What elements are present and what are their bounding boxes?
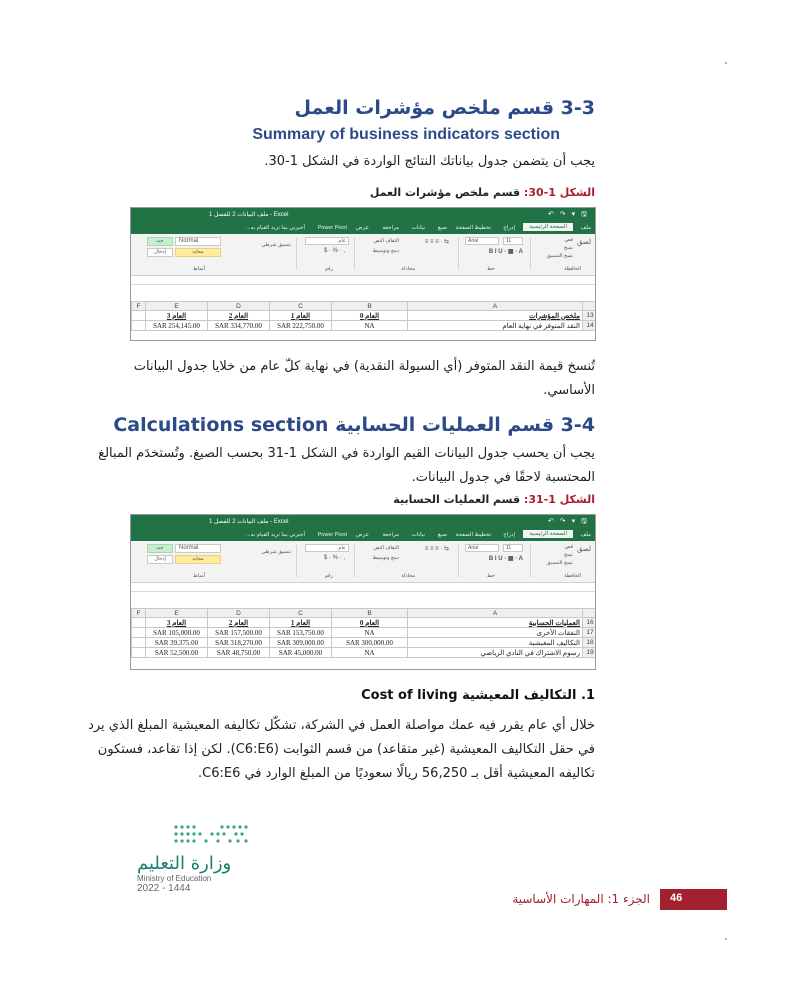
cell-b17[interactable]: NA bbox=[332, 628, 408, 638]
tab-data[interactable]: بيانات bbox=[411, 532, 425, 538]
group-number: رقم bbox=[324, 573, 333, 579]
font-name-box[interactable]: Arial bbox=[465, 544, 499, 552]
cell-b16[interactable]: العام 0 bbox=[332, 618, 408, 628]
ministry-name-arabic: وزارة التعليم bbox=[137, 853, 232, 874]
window-title: ملف البيانات 2 للفصل 1 - Excel bbox=[209, 212, 289, 218]
cell-d17[interactable]: SAR 157,500.00 bbox=[208, 628, 270, 638]
scan-dot bbox=[725, 62, 727, 64]
section-intro: يجب أن يتضمن جدول بياناتك النتائج الواردة في الشكل 1-30. bbox=[264, 154, 595, 169]
excel-window bbox=[130, 207, 596, 341]
section-title-arabic: 3-3 قسم ملخص مؤشرات العمل bbox=[294, 97, 595, 119]
copy-button[interactable]: نسخ bbox=[563, 245, 573, 251]
table-row bbox=[132, 311, 597, 321]
cut-button[interactable]: قص bbox=[564, 237, 573, 243]
cell-e16[interactable]: العام 3 bbox=[146, 618, 208, 628]
tell-me-box[interactable]: أخبرني بما تريد القيام به... bbox=[245, 532, 305, 538]
tab-insert[interactable]: إدراج bbox=[503, 532, 515, 538]
tab-view[interactable]: عرض bbox=[356, 532, 369, 538]
ribbon-tabs bbox=[131, 529, 595, 541]
cell-e13[interactable]: العام 3 bbox=[146, 311, 208, 321]
formula-bar[interactable] bbox=[131, 276, 595, 285]
cell-b18[interactable]: SAR 300,000.00 bbox=[332, 638, 408, 648]
paragraph-line: خلال أي عام يقرر فيه عمك مواصلة العمل في الشركة، تشكّل تكاليفه المعيشية المبلغ الذي يرد bbox=[88, 718, 595, 733]
font-size-box[interactable]: 11 bbox=[503, 237, 523, 245]
section-title-english: Summary of business indicators section bbox=[252, 126, 560, 143]
style-neutral[interactable]: محايد bbox=[175, 555, 221, 564]
wrap-text-button[interactable]: التفاف النص bbox=[373, 238, 399, 244]
cell-b19[interactable]: NA bbox=[332, 648, 408, 658]
paragraph-line: في حقل التكاليف المعيشية (غير متقاعد) من قسم الثوابت (C6:E6). لكن إذا تقاعد، فستكون bbox=[97, 742, 595, 757]
col-header-e[interactable]: E bbox=[146, 609, 208, 618]
style-normal[interactable]: Normal bbox=[175, 544, 221, 553]
group-styles: أنماط bbox=[193, 266, 205, 272]
cell-a18[interactable]: التكاليف المعيشية bbox=[408, 638, 583, 648]
cell-d14[interactable]: SAR 334,770.00 bbox=[208, 321, 270, 331]
font-name-box[interactable]: Arial bbox=[465, 237, 499, 245]
cell-d16[interactable]: العام 2 bbox=[208, 618, 270, 628]
figure-caption bbox=[393, 493, 595, 506]
table-row bbox=[132, 618, 597, 628]
cell-e18[interactable]: SAR 39,375.00 bbox=[146, 638, 208, 648]
tell-me-box[interactable]: أخبرني بما تريد القيام به... bbox=[245, 225, 305, 231]
row-number[interactable]: 13 bbox=[583, 311, 597, 321]
format-painter-button[interactable]: نسخ التنسيق bbox=[546, 560, 573, 566]
window-title: ملف البيانات 2 للفصل 1 - Excel bbox=[209, 519, 289, 525]
tab-home[interactable]: الصفحة الرئيسية bbox=[523, 223, 573, 231]
col-header-f[interactable]: F bbox=[132, 609, 146, 618]
ministry-name-english: Ministry of Education bbox=[137, 874, 212, 883]
excel-title-bar bbox=[131, 208, 595, 222]
table-row bbox=[132, 628, 597, 638]
group-clipboard: الحافظة bbox=[564, 573, 581, 579]
section-title-calculations: 3-4 قسم العمليات الحسابية Calculations section bbox=[113, 414, 595, 436]
cell-a13[interactable]: ملخص المؤشرات bbox=[408, 311, 583, 321]
col-header-a[interactable]: A bbox=[408, 609, 583, 618]
cell-c17[interactable]: SAR 153,750.00 bbox=[270, 628, 332, 638]
ministry-logo-icon bbox=[172, 823, 252, 847]
row-number[interactable]: 17 bbox=[583, 628, 597, 638]
col-header-b[interactable]: B bbox=[332, 609, 408, 618]
cell-d18[interactable]: SAR 318,270.00 bbox=[208, 638, 270, 648]
table-row bbox=[132, 638, 597, 648]
cut-button[interactable]: قص bbox=[564, 544, 573, 550]
tab-formulas[interactable]: صيغ bbox=[437, 532, 447, 538]
col-header-e[interactable]: E bbox=[146, 302, 208, 311]
tab-review[interactable]: مراجعة bbox=[382, 532, 399, 538]
number-format-box[interactable]: عام bbox=[305, 237, 349, 245]
figure-number: الشكل 1-31: bbox=[523, 493, 595, 506]
cell-c16[interactable]: العام 1 bbox=[270, 618, 332, 628]
paste-button[interactable]: لصق bbox=[576, 239, 591, 246]
edition-year: 2022 - 1444 bbox=[137, 883, 191, 894]
group-font: خط bbox=[487, 573, 495, 579]
cell-a14[interactable]: النقد المتوفر في نهاية العام bbox=[408, 321, 583, 331]
tab-data[interactable]: بيانات bbox=[411, 225, 425, 231]
col-header-d[interactable]: D bbox=[208, 302, 270, 311]
style-good[interactable]: جيد bbox=[147, 237, 173, 246]
formula-bar[interactable] bbox=[131, 583, 595, 592]
row-number[interactable]: 19 bbox=[583, 648, 597, 658]
paragraph-line: تكاليفه المعيشية أقل بـ 56,250 ريالًا سعوديًا من المبلغ الوارد في C6:E6. bbox=[197, 766, 595, 781]
col-header-a[interactable]: A bbox=[408, 302, 583, 311]
tab-formulas[interactable]: صيغ bbox=[437, 225, 447, 231]
copy-button[interactable]: نسخ bbox=[563, 552, 573, 558]
group-alignment: محاذاة bbox=[401, 573, 415, 579]
tab-page-layout[interactable]: تخطيط الصفحة bbox=[455, 532, 491, 538]
figure-caption bbox=[370, 186, 595, 199]
ribbon-tabs bbox=[131, 222, 595, 234]
merge-center-button[interactable]: دمج وتوسيط bbox=[372, 248, 399, 254]
scan-dot bbox=[725, 938, 727, 940]
ribbon-home bbox=[131, 234, 595, 276]
excel-window bbox=[130, 514, 596, 670]
tab-page-layout[interactable]: تخطيط الصفحة bbox=[455, 225, 491, 231]
spreadsheet-grid-2 bbox=[131, 608, 596, 658]
style-good[interactable]: جيد bbox=[147, 544, 173, 553]
align-icons[interactable]: ≡ ≡ ≡ · ⇆ bbox=[424, 546, 449, 552]
cell-b14[interactable]: NA bbox=[332, 321, 408, 331]
column-header-row bbox=[132, 609, 597, 618]
font-format-icons[interactable]: B I U · ▦ · A bbox=[488, 556, 523, 562]
group-styles: أنماط bbox=[193, 573, 205, 579]
figure-title: قسم العمليات الحسابية bbox=[393, 493, 524, 506]
number-format-icons[interactable]: $ · % · , bbox=[323, 555, 345, 561]
tab-file[interactable]: ملف bbox=[580, 532, 591, 538]
col-header-d[interactable]: D bbox=[208, 609, 270, 618]
paste-button[interactable]: لصق bbox=[576, 546, 591, 553]
format-painter-button[interactable]: نسخ التنسيق bbox=[546, 253, 573, 259]
cell-c13[interactable]: العام 1 bbox=[270, 311, 332, 321]
cell-a16[interactable]: العمليات الحسابية bbox=[408, 618, 583, 628]
tab-power-pivot[interactable]: Power Pivot bbox=[317, 532, 347, 538]
table-row bbox=[132, 648, 597, 658]
quick-access-icons: ↶ ↷ ▾ 🖫 bbox=[547, 211, 589, 218]
col-header-b[interactable]: B bbox=[332, 302, 408, 311]
tab-file[interactable]: ملف bbox=[580, 225, 591, 231]
paragraph-line: الأساسي. bbox=[543, 383, 595, 398]
tab-insert[interactable]: إدراج bbox=[503, 225, 515, 231]
wrap-text-button[interactable]: التفاف النص bbox=[373, 545, 399, 551]
part-label: الجزء 1: المهارات الأساسية bbox=[512, 892, 650, 906]
cost-of-living-heading: 1. التكاليف المعيشية Cost of living bbox=[361, 688, 595, 703]
group-number: رقم bbox=[324, 266, 333, 272]
paragraph-line: المحتسبة لاحقًا في جدول البيانات. bbox=[411, 470, 595, 485]
cell-d13[interactable]: العام 2 bbox=[208, 311, 270, 321]
align-icons[interactable]: ≡ ≡ ≡ · ⇆ bbox=[424, 239, 449, 245]
tab-review[interactable]: مراجعة bbox=[382, 225, 399, 231]
table-row bbox=[132, 321, 597, 331]
quick-access-icons: ↶ ↷ ▾ 🖫 bbox=[547, 518, 589, 525]
col-header-c[interactable]: C bbox=[270, 302, 332, 311]
tab-home[interactable]: الصفحة الرئيسية bbox=[523, 530, 573, 538]
group-font: خط bbox=[487, 266, 495, 272]
figure-number: الشكل 1-30: bbox=[523, 186, 595, 199]
cell-c14[interactable]: SAR 222,750.00 bbox=[270, 321, 332, 331]
excel-title-bar bbox=[131, 515, 595, 529]
tab-power-pivot[interactable]: Power Pivot bbox=[317, 225, 347, 231]
font-format-icons[interactable]: B I U · ▦ · A bbox=[488, 249, 523, 255]
style-normal[interactable]: Normal bbox=[175, 237, 221, 246]
page-number: 46 bbox=[660, 889, 727, 910]
cell-a17[interactable]: النفقات الأخرى bbox=[408, 628, 583, 638]
ribbon-home bbox=[131, 541, 595, 583]
group-alignment: محاذاة bbox=[401, 266, 415, 272]
row-number[interactable]: 18 bbox=[583, 638, 597, 648]
column-header-row bbox=[132, 302, 597, 311]
tab-view[interactable]: عرض bbox=[356, 225, 369, 231]
cell-a19[interactable]: رسوم الاشتراك في النادي الرياضي bbox=[408, 648, 583, 658]
col-header-c[interactable]: C bbox=[270, 609, 332, 618]
conditional-format-button[interactable]: تنسيق شرطي bbox=[261, 242, 291, 248]
number-format-icons[interactable]: $ · % · , bbox=[323, 248, 345, 254]
style-input[interactable]: إدخال bbox=[147, 555, 173, 564]
col-header-f[interactable]: F bbox=[132, 302, 146, 311]
paragraph-line: يجب أن يحسب جدول البيانات القيم الواردة في الشكل 1-31 بحسب الصيغ. وتُستخدَم المبالغ bbox=[98, 446, 595, 461]
number-format-box[interactable]: عام bbox=[305, 544, 349, 552]
row-number[interactable]: 16 bbox=[583, 618, 597, 628]
cell-c18[interactable]: SAR 309,000.00 bbox=[270, 638, 332, 648]
cell-c19[interactable]: SAR 45,000.00 bbox=[270, 648, 332, 658]
cell-e17[interactable]: SAR 105,000.00 bbox=[146, 628, 208, 638]
conditional-format-button[interactable]: تنسيق شرطي bbox=[261, 549, 291, 555]
group-clipboard: الحافظة bbox=[564, 266, 581, 272]
cell-d19[interactable]: SAR 48,750.00 bbox=[208, 648, 270, 658]
merge-center-button[interactable]: دمج وتوسيط bbox=[372, 555, 399, 561]
paragraph-line: تُنسخ قيمة النقد المتوفر (أي السيولة النقدية) في نهاية كلّ عام من خلايا جدول البيانات bbox=[133, 359, 595, 374]
style-input[interactable]: إدخال bbox=[147, 248, 173, 257]
row-number[interactable]: 14 bbox=[583, 321, 597, 331]
spreadsheet-grid-1 bbox=[131, 301, 596, 331]
figure-title: قسم ملخص مؤشرات العمل bbox=[369, 186, 524, 199]
cell-e19[interactable]: SAR 52,500.00 bbox=[146, 648, 208, 658]
style-neutral[interactable]: محايد bbox=[175, 248, 221, 257]
cell-b13[interactable]: العام 0 bbox=[332, 311, 408, 321]
font-size-box[interactable]: 11 bbox=[503, 544, 523, 552]
cell-e14[interactable]: SAR 254,145.00 bbox=[146, 321, 208, 331]
